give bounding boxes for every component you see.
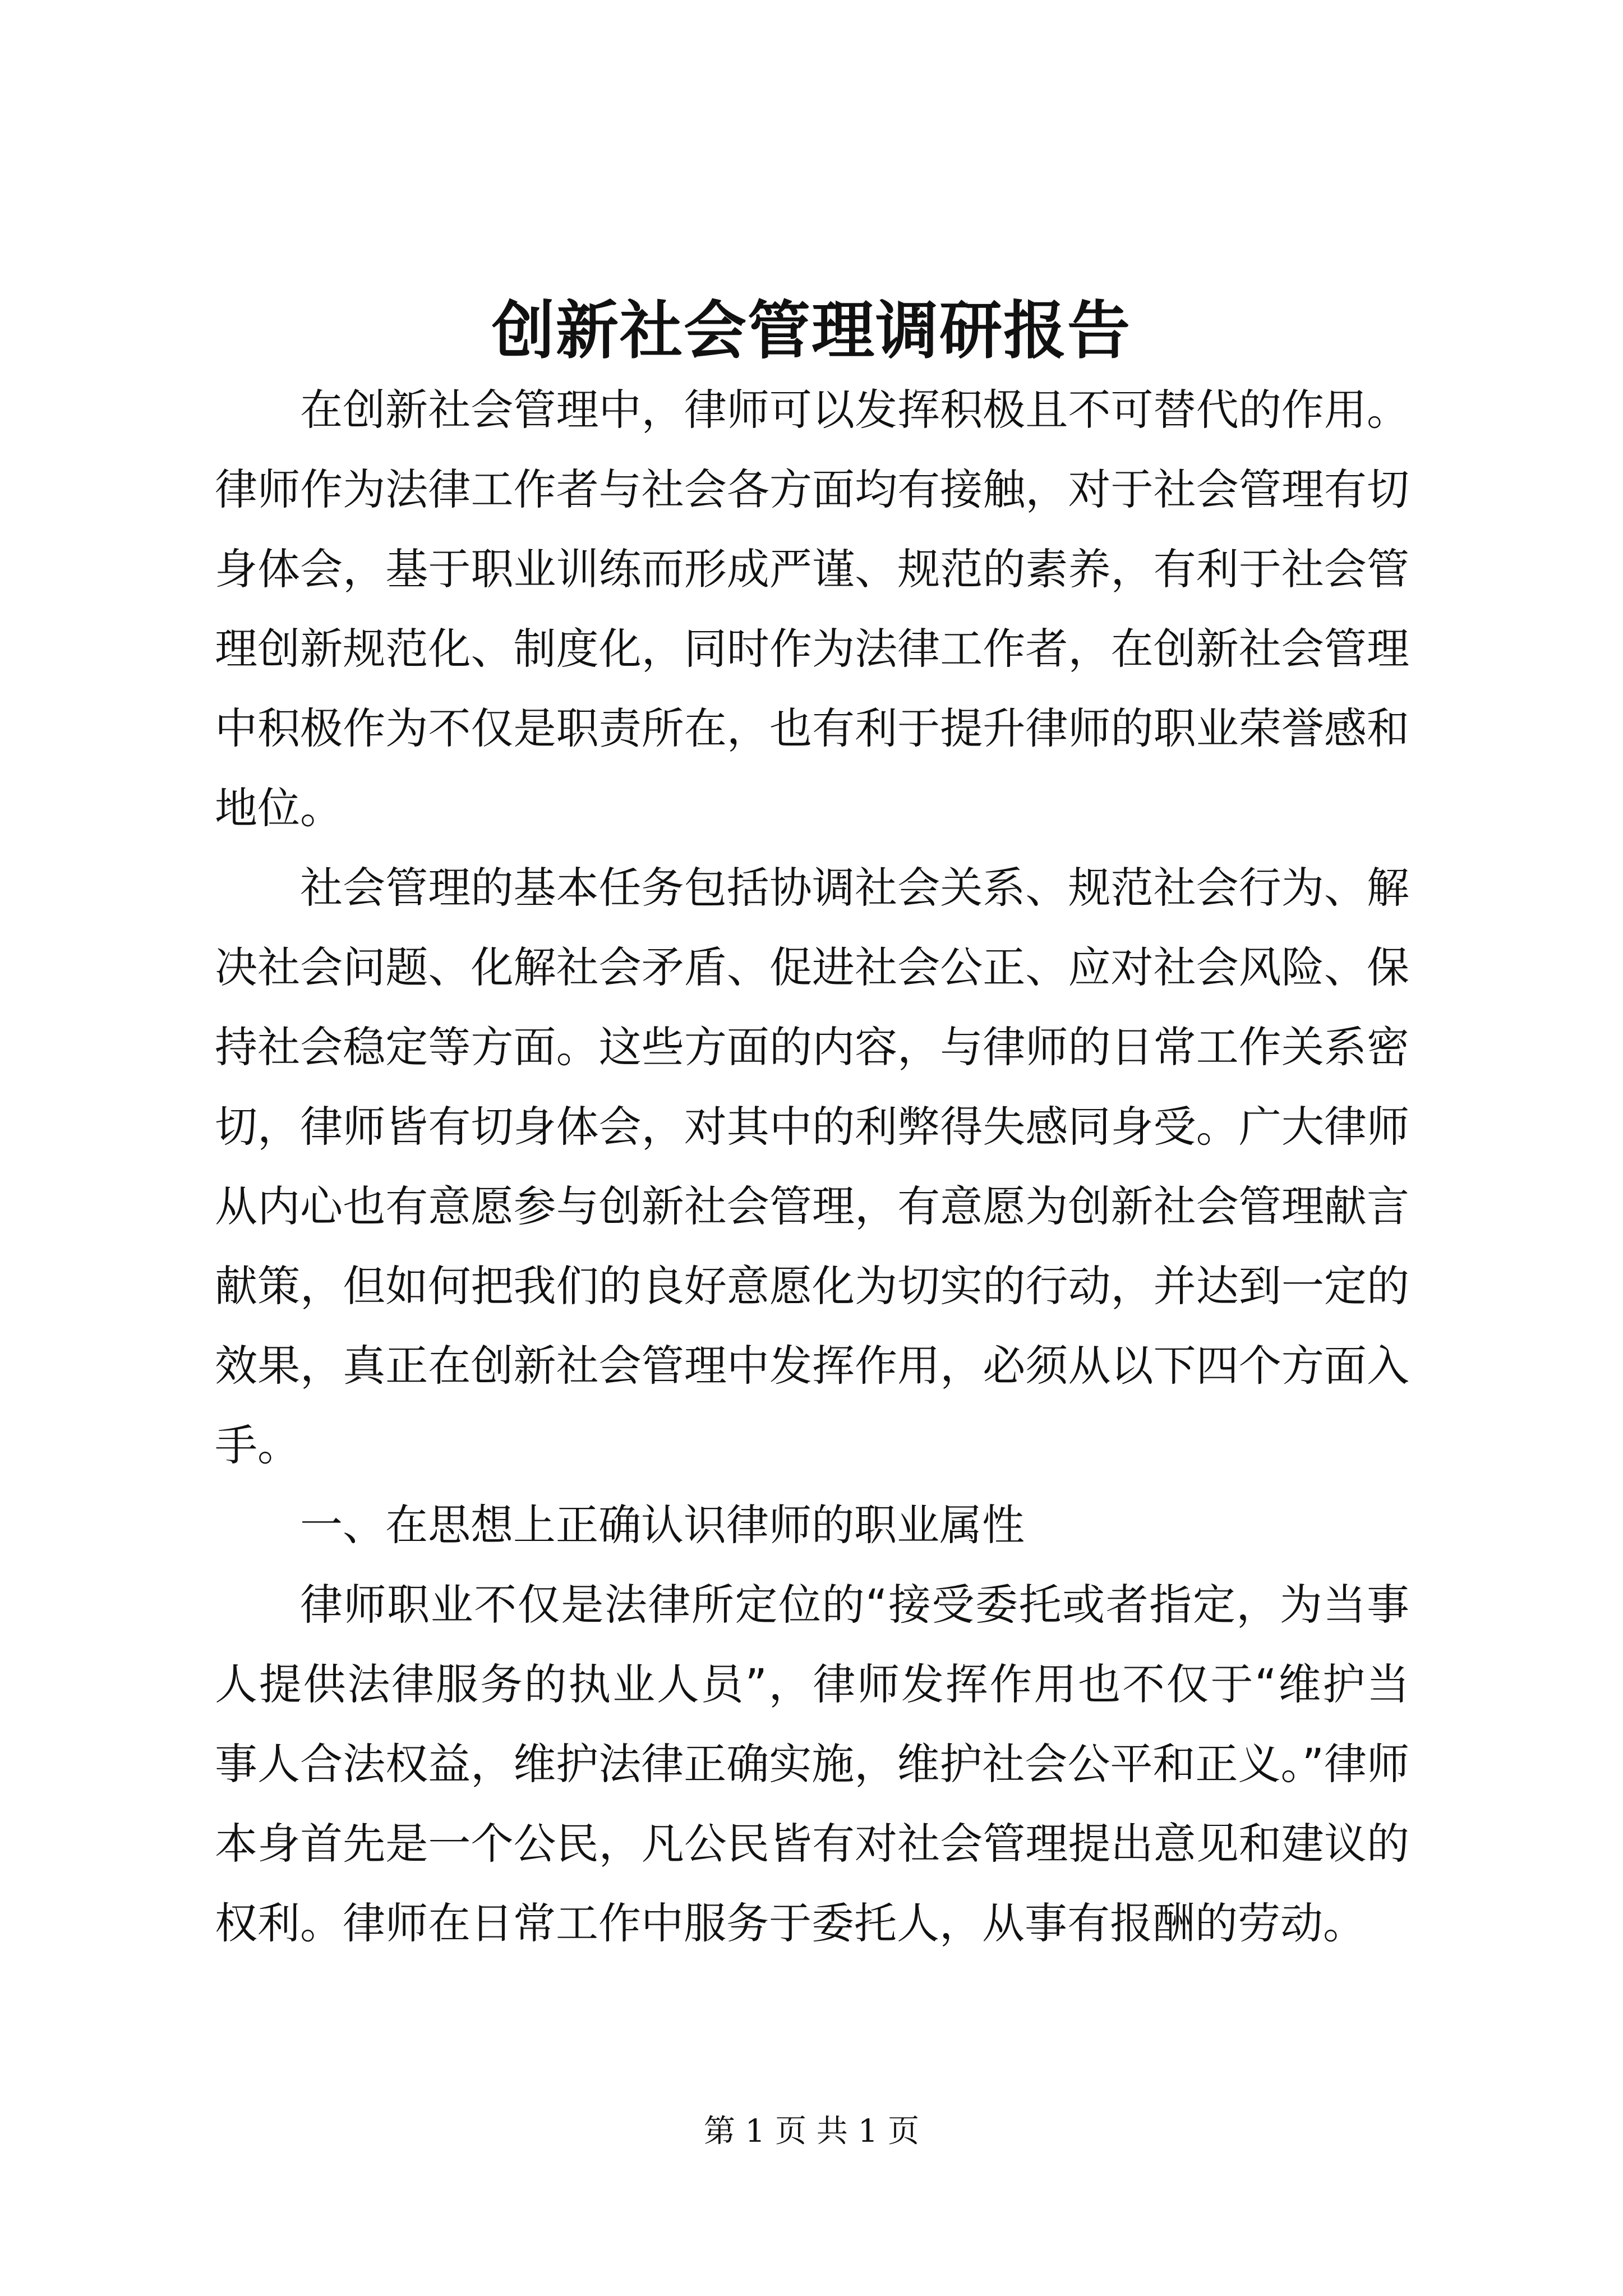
section-heading-1: 一、在思想上正确认识律师的职业属性 [300, 1500, 1025, 1550]
paragraph-tasks: 社会管理的基本任务包括协调社会关系、规范社会行为、解决社会问题、化解社会矛盾、促进社会公正、应对社会风险、保持社会稳定等方面。这些方面的内容，与律师的日常工作关系密切，律师皆有切身体会，对其中的利弊得失感同身受。广大律师从内心也有意愿参与创新社会管理，有意愿为创新社会管理献言献策，但如何把我们的良好意愿化为切实的行动，并达到一定的效果，真正在创新社会管理中发挥作用，必须从以下四个方面入手。 [215, 863, 1409, 1470]
document-title: 创新社会管理调研报告 [492, 294, 1131, 367]
paragraph-profession: 律师职业不仅是法律所定位的“接受委托或者指定，为当事人提供法律服务的执业人员”，律师发挥作用也不仅于“维护当事人合法权益，维护法律正确实施，维护社会公平和正义。”律师本身首先是一个公民，凡公民皆有对社会管理提出意见和建议的权利。律师在日常工作中服务于委托人，从事有报酬的劳动。 [215, 1580, 1409, 1948]
page-footer: 第 1 页 共 1 页 [703, 2113, 920, 2150]
paragraph-intro: 在创新社会管理中，律师可以发挥积极且不可替代的作用。律师作为法律工作者与社会各方面均有接触，对于社会管理有切身体会，基于职业训练而形成严谨、规范的素养，有利于社会管理创新规范化、制度化，同时作为法律工作者，在创新社会管理中积极作为不仅是职责所在，也有利于提升律师的职业荣誉感和地位。 [215, 385, 1409, 833]
document-body [215, 370, 1409, 1963]
